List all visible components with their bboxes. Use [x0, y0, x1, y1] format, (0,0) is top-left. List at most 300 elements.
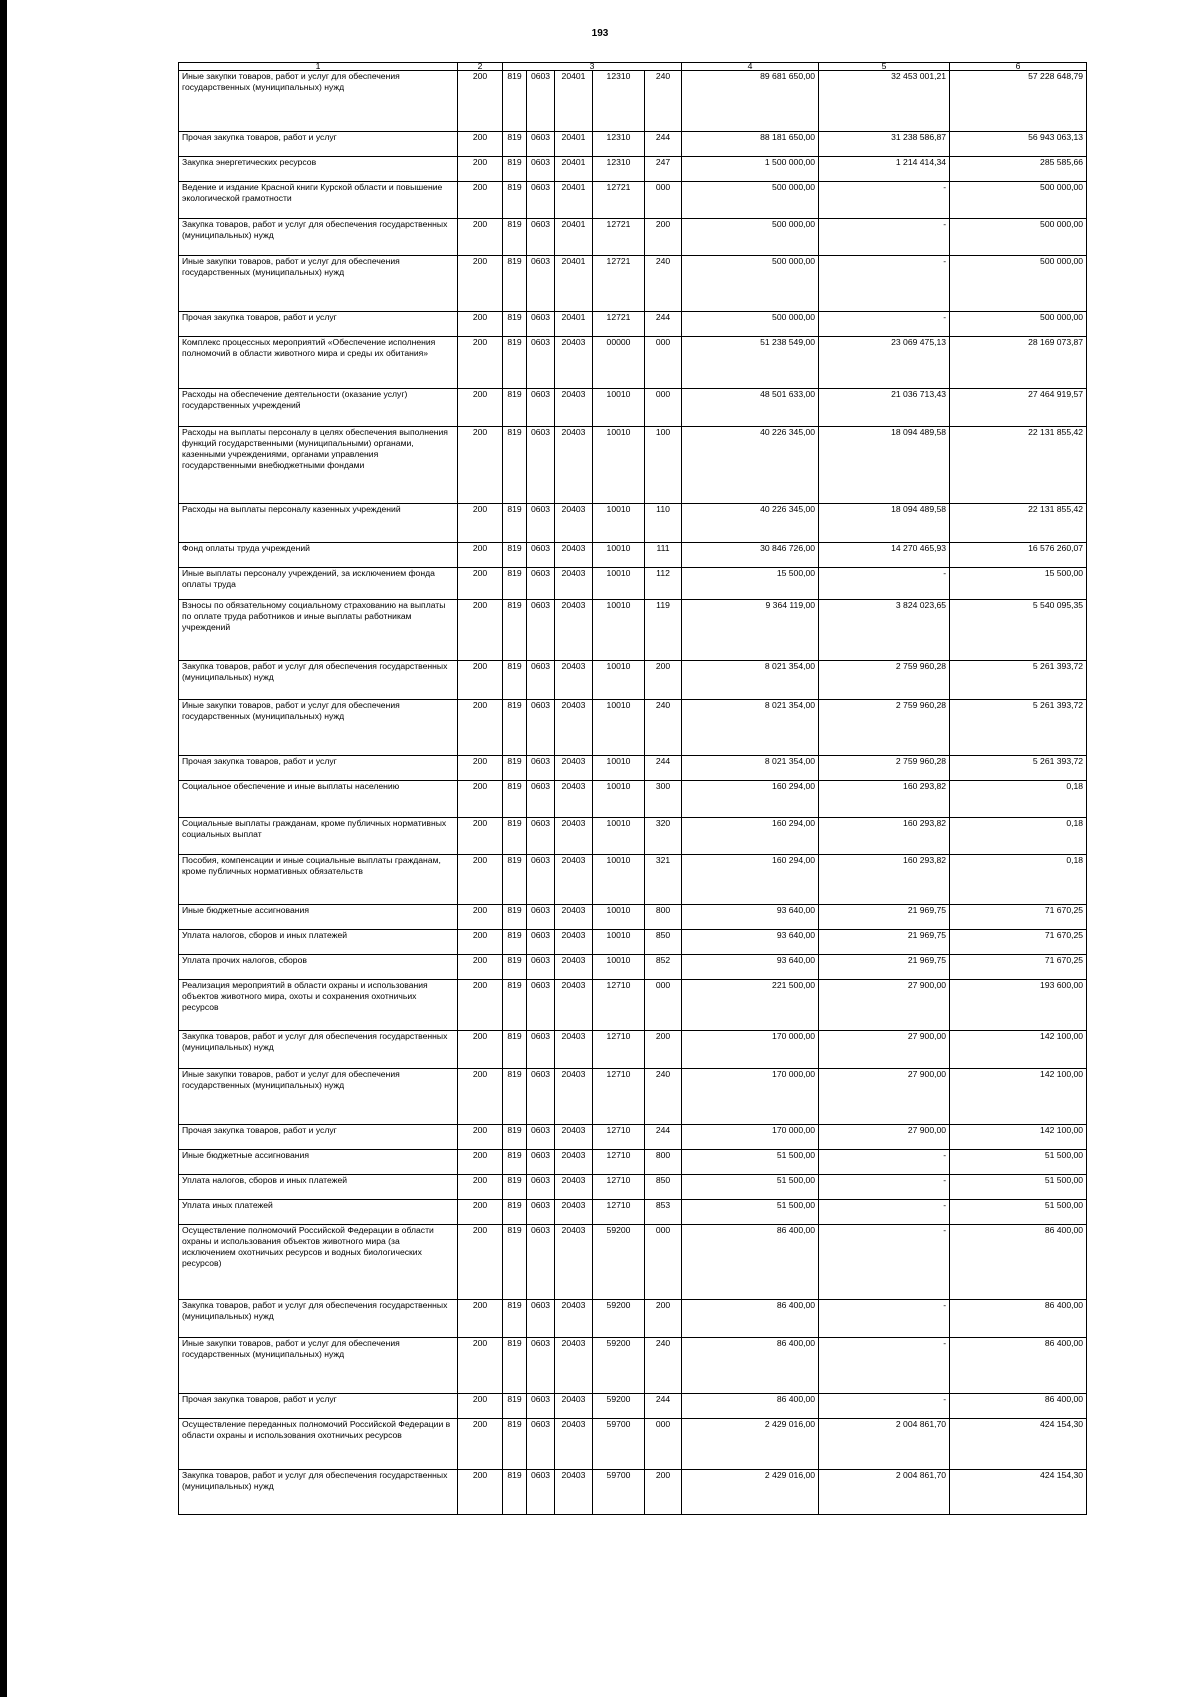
row-value-4: 86 400,00 [682, 1394, 819, 1419]
row-value-6: 51 500,00 [950, 1200, 1087, 1225]
row-value-4: 170 000,00 [682, 1125, 819, 1150]
row-direction-code: 12710 [593, 1200, 645, 1225]
row-direction-code: 10010 [593, 905, 645, 930]
row-value-6: 51 500,00 [950, 1175, 1087, 1200]
row-rz-code: 0603 [527, 1394, 555, 1419]
row-value-6: 500 000,00 [950, 312, 1087, 337]
row-rz-code: 0603 [527, 700, 555, 756]
table-row [179, 427, 1087, 504]
row-value-5: 27 900,00 [819, 1069, 950, 1125]
row-value-5: - [819, 1338, 950, 1394]
row-expense-type-code: 800 [645, 905, 682, 930]
row-gr-code: 819 [503, 756, 527, 781]
row-value-5: - [819, 1175, 950, 1200]
table-row [179, 1175, 1087, 1200]
row-gr-code: 819 [503, 1175, 527, 1200]
row-name: Иные закупки товаров, работ и услуг для обеспечения государственных (муниципальных) нужд [179, 1338, 458, 1394]
row-value-4: 51 238 549,00 [682, 337, 819, 389]
row-rz-code: 0603 [527, 219, 555, 256]
column-number-4: 4 [682, 63, 819, 71]
row-direction-code: 10010 [593, 427, 645, 504]
row-program-code: 20403 [555, 568, 593, 600]
row-value-5: - [819, 1394, 950, 1419]
column-number-row [179, 63, 1087, 71]
row-value-6: 5 261 393,72 [950, 700, 1087, 756]
row-gr-code: 819 [503, 930, 527, 955]
row-value-5: - [819, 256, 950, 312]
row-value-5: 160 293,82 [819, 855, 950, 905]
row-direction-code: 10010 [593, 818, 645, 855]
row-rz-code: 0603 [527, 1300, 555, 1338]
row-rz-code: 0603 [527, 1125, 555, 1150]
row-gr-code: 819 [503, 182, 527, 219]
row-value-5: 32 453 001,21 [819, 71, 950, 132]
row-gr-code: 819 [503, 504, 527, 543]
row-direction-code: 12310 [593, 157, 645, 182]
row-name: Реализация мероприятий в области охраны и использования объектов животного мира, охоты и сохранения охотничьих ресурсов [179, 980, 458, 1031]
table-row [179, 219, 1087, 256]
budget-table [178, 62, 1087, 1515]
row-admin-code: 200 [458, 182, 503, 219]
row-name: Иные бюджетные ассигнования [179, 905, 458, 930]
budget-table-body [179, 63, 1087, 1515]
row-value-6: 193 600,00 [950, 980, 1087, 1031]
row-value-4: 160 294,00 [682, 818, 819, 855]
table-row [179, 1419, 1087, 1470]
row-rz-code: 0603 [527, 1031, 555, 1069]
row-rz-code: 0603 [527, 955, 555, 980]
row-rz-code: 0603 [527, 1338, 555, 1394]
row-admin-code: 200 [458, 1125, 503, 1150]
row-value-4: 8 021 354,00 [682, 700, 819, 756]
row-admin-code: 200 [458, 756, 503, 781]
row-admin-code: 200 [458, 1470, 503, 1515]
row-expense-type-code: 240 [645, 256, 682, 312]
row-admin-code: 200 [458, 219, 503, 256]
table-row [179, 661, 1087, 700]
table-row [179, 756, 1087, 781]
table-row [179, 337, 1087, 389]
row-direction-code: 12710 [593, 1069, 645, 1125]
table-row [179, 905, 1087, 930]
row-expense-type-code: 200 [645, 219, 682, 256]
row-value-5: - [819, 219, 950, 256]
row-direction-code: 12710 [593, 1031, 645, 1069]
row-program-code: 20401 [555, 157, 593, 182]
row-expense-type-code: 000 [645, 389, 682, 427]
row-value-4: 89 681 650,00 [682, 71, 819, 132]
row-admin-code: 200 [458, 905, 503, 930]
row-gr-code: 819 [503, 543, 527, 568]
row-direction-code: 59200 [593, 1394, 645, 1419]
row-value-4: 93 640,00 [682, 905, 819, 930]
row-rz-code: 0603 [527, 600, 555, 661]
table-row [179, 781, 1087, 818]
row-value-6: 424 154,30 [950, 1419, 1087, 1470]
table-row [179, 1125, 1087, 1150]
row-gr-code: 819 [503, 1200, 527, 1225]
row-value-6: 285 585,66 [950, 157, 1087, 182]
row-name: Осуществление полномочий Российской Федерации в области охраны и использования объектов животного мира (за исключением охотничьих ресурсов и водных биологических ресурсов) [179, 1225, 458, 1300]
row-value-6: 5 261 393,72 [950, 756, 1087, 781]
row-direction-code: 10010 [593, 781, 645, 818]
row-value-5: - [819, 1225, 950, 1300]
row-value-6: 5 261 393,72 [950, 661, 1087, 700]
row-rz-code: 0603 [527, 756, 555, 781]
row-name: Уплата налогов, сборов и иных платежей [179, 930, 458, 955]
table-row [179, 855, 1087, 905]
row-admin-code: 200 [458, 1200, 503, 1225]
table-row [179, 1150, 1087, 1175]
row-value-6: 71 670,25 [950, 905, 1087, 930]
row-expense-type-code: 850 [645, 1175, 682, 1200]
row-gr-code: 819 [503, 1150, 527, 1175]
row-rz-code: 0603 [527, 157, 555, 182]
row-program-code: 20403 [555, 955, 593, 980]
table-row [179, 312, 1087, 337]
row-gr-code: 819 [503, 1300, 527, 1338]
table-row [179, 1069, 1087, 1125]
row-rz-code: 0603 [527, 980, 555, 1031]
row-direction-code: 12721 [593, 182, 645, 219]
row-rz-code: 0603 [527, 504, 555, 543]
row-value-4: 93 640,00 [682, 955, 819, 980]
row-direction-code: 10010 [593, 568, 645, 600]
row-name: Иные закупки товаров, работ и услуг для обеспечения государственных (муниципальных) нужд [179, 700, 458, 756]
table-row [179, 71, 1087, 132]
table-row [179, 1394, 1087, 1419]
row-direction-code: 10010 [593, 504, 645, 543]
row-admin-code: 200 [458, 700, 503, 756]
row-value-5: - [819, 312, 950, 337]
row-name: Закупка товаров, работ и услуг для обеспечения государственных (муниципальных) нужд [179, 661, 458, 700]
row-rz-code: 0603 [527, 930, 555, 955]
row-direction-code: 12710 [593, 980, 645, 1031]
row-gr-code: 819 [503, 132, 527, 157]
column-number-1: 1 [179, 63, 458, 71]
row-name: Расходы на выплаты персоналу в целях обеспечения выполнения функций государственными (муниципальными) органами, казенными учреждениями, органами управления государственными внебюджетными фондами [179, 427, 458, 504]
row-admin-code: 200 [458, 955, 503, 980]
row-admin-code: 200 [458, 1069, 503, 1125]
row-expense-type-code: 850 [645, 930, 682, 955]
row-program-code: 20403 [555, 1300, 593, 1338]
table-row [179, 955, 1087, 980]
row-program-code: 20403 [555, 1069, 593, 1125]
row-direction-code: 12710 [593, 1175, 645, 1200]
table-row [179, 389, 1087, 427]
row-rz-code: 0603 [527, 427, 555, 504]
row-expense-type-code: 852 [645, 955, 682, 980]
row-value-5: 160 293,82 [819, 781, 950, 818]
row-value-6: 5 540 095,35 [950, 600, 1087, 661]
row-name: Уплата иных платежей [179, 1200, 458, 1225]
row-value-4: 51 500,00 [682, 1200, 819, 1225]
row-expense-type-code: 000 [645, 337, 682, 389]
row-admin-code: 200 [458, 980, 503, 1031]
row-direction-code: 10010 [593, 756, 645, 781]
row-direction-code: 59200 [593, 1338, 645, 1394]
row-value-4: 40 226 345,00 [682, 427, 819, 504]
table-row [179, 1300, 1087, 1338]
row-rz-code: 0603 [527, 337, 555, 389]
row-name: Закупка товаров, работ и услуг для обеспечения государственных (муниципальных) нужд [179, 1470, 458, 1515]
row-program-code: 20403 [555, 1150, 593, 1175]
row-expense-type-code: 244 [645, 1394, 682, 1419]
row-value-6: 57 228 648,79 [950, 71, 1087, 132]
table-row [179, 600, 1087, 661]
row-expense-type-code: 000 [645, 980, 682, 1031]
row-name: Расходы на выплаты персоналу казенных учреждений [179, 504, 458, 543]
row-value-5: - [819, 1200, 950, 1225]
row-name: Уплата налогов, сборов и иных платежей [179, 1175, 458, 1200]
row-direction-code: 12310 [593, 71, 645, 132]
row-value-5: 1 214 414,34 [819, 157, 950, 182]
row-gr-code: 819 [503, 1394, 527, 1419]
row-value-6: 86 400,00 [950, 1338, 1087, 1394]
row-direction-code: 12721 [593, 219, 645, 256]
row-direction-code: 00000 [593, 337, 645, 389]
row-expense-type-code: 200 [645, 1470, 682, 1515]
row-value-4: 2 429 016,00 [682, 1419, 819, 1470]
row-value-6: 0,18 [950, 818, 1087, 855]
row-value-4: 15 500,00 [682, 568, 819, 600]
row-rz-code: 0603 [527, 661, 555, 700]
row-rz-code: 0603 [527, 543, 555, 568]
row-gr-code: 819 [503, 157, 527, 182]
row-gr-code: 819 [503, 661, 527, 700]
row-value-6: 142 100,00 [950, 1125, 1087, 1150]
row-name: Иные бюджетные ассигнования [179, 1150, 458, 1175]
row-value-4: 48 501 633,00 [682, 389, 819, 427]
row-name: Социальное обеспечение и иные выплаты населению [179, 781, 458, 818]
row-name: Закупка энергетических ресурсов [179, 157, 458, 182]
row-expense-type-code: 321 [645, 855, 682, 905]
row-value-6: 16 576 260,07 [950, 543, 1087, 568]
row-direction-code: 12310 [593, 132, 645, 157]
row-direction-code: 12710 [593, 1125, 645, 1150]
row-value-5: 21 969,75 [819, 955, 950, 980]
row-value-6: 86 400,00 [950, 1300, 1087, 1338]
row-value-5: 27 900,00 [819, 1125, 950, 1150]
table-row [179, 256, 1087, 312]
row-value-6: 71 670,25 [950, 955, 1087, 980]
row-name: Иные выплаты персоналу учреждений, за исключением фонда оплаты труда [179, 568, 458, 600]
row-expense-type-code: 244 [645, 1125, 682, 1150]
row-name: Прочая закупка товаров, работ и услуг [179, 312, 458, 337]
row-expense-type-code: 100 [645, 427, 682, 504]
row-gr-code: 819 [503, 1069, 527, 1125]
row-program-code: 20401 [555, 219, 593, 256]
row-rz-code: 0603 [527, 1419, 555, 1470]
page-number: 193 [591, 28, 609, 39]
row-expense-type-code: 200 [645, 661, 682, 700]
row-value-6: 15 500,00 [950, 568, 1087, 600]
row-value-6: 28 169 073,87 [950, 337, 1087, 389]
row-program-code: 20403 [555, 781, 593, 818]
row-value-4: 1 500 000,00 [682, 157, 819, 182]
row-program-code: 20401 [555, 256, 593, 312]
table-row [179, 1470, 1087, 1515]
row-name: Прочая закупка товаров, работ и услуг [179, 132, 458, 157]
row-gr-code: 819 [503, 700, 527, 756]
row-admin-code: 200 [458, 661, 503, 700]
row-value-5: 2 759 960,28 [819, 756, 950, 781]
row-gr-code: 819 [503, 337, 527, 389]
row-value-4: 500 000,00 [682, 182, 819, 219]
row-name: Уплата прочих налогов, сборов [179, 955, 458, 980]
row-name: Прочая закупка товаров, работ и услуг [179, 1394, 458, 1419]
row-expense-type-code: 853 [645, 1200, 682, 1225]
row-value-4: 500 000,00 [682, 312, 819, 337]
row-name: Комплекс процессных мероприятий «Обеспечение исполнения полномочий в области животного мира и среды их обитания» [179, 337, 458, 389]
row-name: Взносы по обязательному социальному страхованию на выплаты по оплате труда работников и иные выплаты работникам учреждений [179, 600, 458, 661]
row-gr-code: 819 [503, 1419, 527, 1470]
row-gr-code: 819 [503, 256, 527, 312]
row-admin-code: 200 [458, 427, 503, 504]
row-value-4: 86 400,00 [682, 1225, 819, 1300]
row-program-code: 20403 [555, 600, 593, 661]
row-rz-code: 0603 [527, 1150, 555, 1175]
row-rz-code: 0603 [527, 818, 555, 855]
row-value-6: 424 154,30 [950, 1470, 1087, 1515]
row-expense-type-code: 119 [645, 600, 682, 661]
row-expense-type-code: 112 [645, 568, 682, 600]
row-admin-code: 200 [458, 504, 503, 543]
row-rz-code: 0603 [527, 182, 555, 219]
row-program-code: 20401 [555, 182, 593, 219]
row-gr-code: 819 [503, 219, 527, 256]
table-row [179, 182, 1087, 219]
row-value-4: 160 294,00 [682, 855, 819, 905]
row-gr-code: 819 [503, 781, 527, 818]
row-value-6: 51 500,00 [950, 1150, 1087, 1175]
row-rz-code: 0603 [527, 256, 555, 312]
row-rz-code: 0603 [527, 781, 555, 818]
row-gr-code: 819 [503, 1125, 527, 1150]
row-value-5: 21 969,75 [819, 905, 950, 930]
row-value-5: 21 969,75 [819, 930, 950, 955]
table-row [179, 1031, 1087, 1069]
row-expense-type-code: 320 [645, 818, 682, 855]
row-name: Иные закупки товаров, работ и услуг для обеспечения государственных (муниципальных) нужд [179, 256, 458, 312]
row-value-5: 2 004 861,70 [819, 1419, 950, 1470]
table-row [179, 700, 1087, 756]
row-value-6: 0,18 [950, 781, 1087, 818]
row-program-code: 20403 [555, 700, 593, 756]
row-expense-type-code: 240 [645, 71, 682, 132]
row-expense-type-code: 300 [645, 781, 682, 818]
row-admin-code: 200 [458, 389, 503, 427]
row-value-5: 21 036 713,43 [819, 389, 950, 427]
table-row [179, 157, 1087, 182]
row-admin-code: 200 [458, 1225, 503, 1300]
row-value-5: 160 293,82 [819, 818, 950, 855]
row-value-5: - [819, 568, 950, 600]
row-value-5: 18 094 489,58 [819, 504, 950, 543]
row-admin-code: 200 [458, 337, 503, 389]
row-name: Осуществление переданных полномочий Российской Федерации в области охраны и использования охотничьих ресурсов [179, 1419, 458, 1470]
row-value-6: 500 000,00 [950, 256, 1087, 312]
row-value-5: 18 094 489,58 [819, 427, 950, 504]
table-row [179, 1338, 1087, 1394]
row-gr-code: 819 [503, 568, 527, 600]
row-name: Закупка товаров, работ и услуг для обеспечения государственных (муниципальных) нужд [179, 219, 458, 256]
table-row [179, 1200, 1087, 1225]
column-number-5: 5 [819, 63, 950, 71]
row-value-5: - [819, 1300, 950, 1338]
row-gr-code: 819 [503, 818, 527, 855]
table-row [179, 980, 1087, 1031]
row-expense-type-code: 200 [645, 1300, 682, 1338]
column-number-6: 6 [950, 63, 1087, 71]
row-admin-code: 200 [458, 1031, 503, 1069]
row-admin-code: 200 [458, 1150, 503, 1175]
row-value-6: 0,18 [950, 855, 1087, 905]
row-value-6: 500 000,00 [950, 182, 1087, 219]
row-value-4: 170 000,00 [682, 1031, 819, 1069]
row-name: Пособия, компенсации и иные социальные выплаты гражданам, кроме публичных нормативных обязательств [179, 855, 458, 905]
row-value-6: 22 131 855,42 [950, 504, 1087, 543]
row-gr-code: 819 [503, 955, 527, 980]
row-program-code: 20403 [555, 504, 593, 543]
row-admin-code: 200 [458, 930, 503, 955]
row-admin-code: 200 [458, 568, 503, 600]
row-value-6: 142 100,00 [950, 1031, 1087, 1069]
row-rz-code: 0603 [527, 1225, 555, 1300]
row-expense-type-code: 240 [645, 700, 682, 756]
row-rz-code: 0603 [527, 1470, 555, 1515]
row-direction-code: 12721 [593, 312, 645, 337]
row-gr-code: 819 [503, 312, 527, 337]
row-direction-code: 59700 [593, 1470, 645, 1515]
row-value-4: 51 500,00 [682, 1175, 819, 1200]
row-rz-code: 0603 [527, 389, 555, 427]
row-expense-type-code: 247 [645, 157, 682, 182]
row-admin-code: 200 [458, 543, 503, 568]
row-gr-code: 819 [503, 1031, 527, 1069]
row-value-4: 160 294,00 [682, 781, 819, 818]
row-value-5: 14 270 465,93 [819, 543, 950, 568]
row-admin-code: 200 [458, 1338, 503, 1394]
row-gr-code: 819 [503, 1470, 527, 1515]
table-row [179, 1225, 1087, 1300]
row-name: Расходы на обеспечение деятельности (оказание услуг) государственных учреждений [179, 389, 458, 427]
row-value-4: 86 400,00 [682, 1300, 819, 1338]
row-expense-type-code: 240 [645, 1338, 682, 1394]
row-program-code: 20403 [555, 855, 593, 905]
row-admin-code: 200 [458, 132, 503, 157]
row-expense-type-code: 800 [645, 1150, 682, 1175]
table-row [179, 930, 1087, 955]
row-name: Закупка товаров, работ и услуг для обеспечения государственных (муниципальных) нужд [179, 1300, 458, 1338]
row-value-6: 142 100,00 [950, 1069, 1087, 1125]
row-direction-code: 59700 [593, 1419, 645, 1470]
row-expense-type-code: 244 [645, 756, 682, 781]
row-admin-code: 200 [458, 1300, 503, 1338]
row-program-code: 20403 [555, 1338, 593, 1394]
row-value-5: 2 759 960,28 [819, 700, 950, 756]
row-program-code: 20401 [555, 71, 593, 132]
row-program-code: 20403 [555, 1419, 593, 1470]
row-direction-code: 10010 [593, 661, 645, 700]
row-expense-type-code: 200 [645, 1031, 682, 1069]
row-admin-code: 200 [458, 312, 503, 337]
row-program-code: 20403 [555, 1125, 593, 1150]
row-rz-code: 0603 [527, 855, 555, 905]
table-row [179, 568, 1087, 600]
row-program-code: 20403 [555, 1175, 593, 1200]
row-direction-code: 10010 [593, 955, 645, 980]
